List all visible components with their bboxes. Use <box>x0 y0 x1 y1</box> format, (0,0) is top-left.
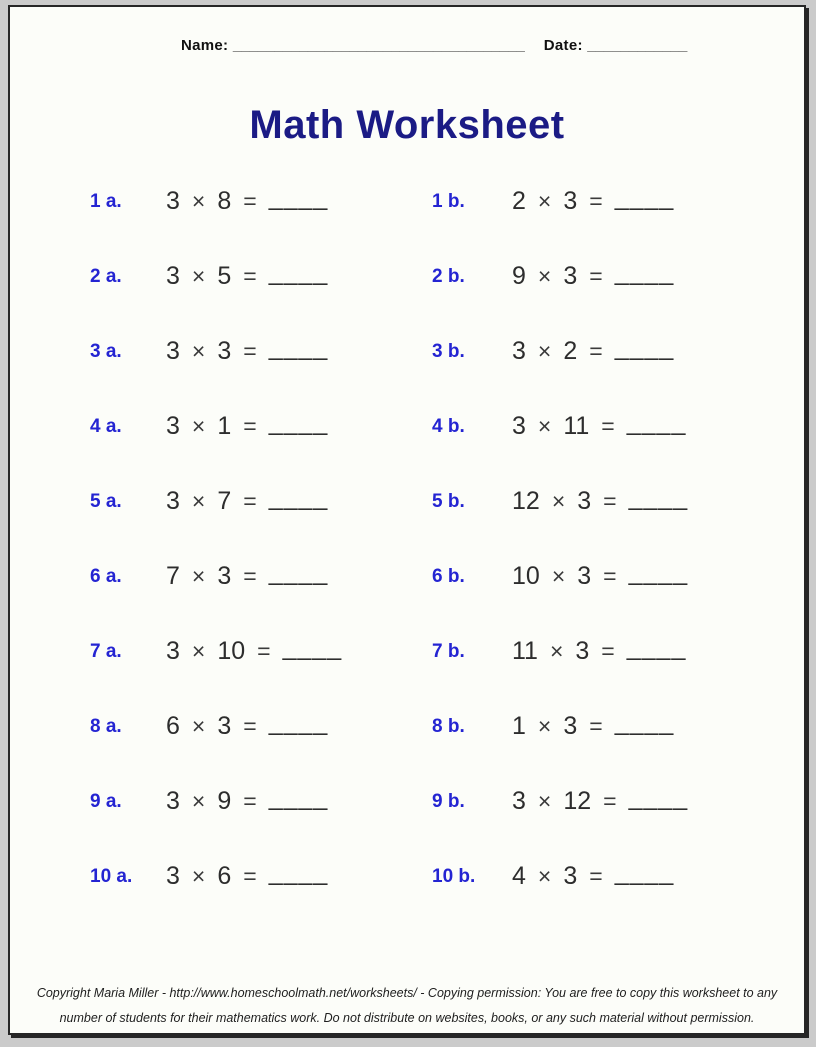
multiply-icon: × <box>191 413 206 439</box>
factor-left: 3 <box>166 262 180 290</box>
multiply-icon: × <box>191 638 206 664</box>
factor-left: 3 <box>166 862 180 890</box>
answer-blank: ____ <box>614 333 675 361</box>
copyright-footer <box>10 981 804 1031</box>
problem-expression-a <box>166 408 432 441</box>
problem-expression-a <box>166 333 432 366</box>
problem-expression-a <box>166 783 432 816</box>
multiply-icon: × <box>549 638 564 664</box>
answer-blank: ____ <box>268 483 329 511</box>
problem-row <box>10 614 804 689</box>
factor-left: 3 <box>166 487 180 515</box>
equals-sign: = <box>601 638 615 664</box>
problem-expression-b <box>512 183 804 216</box>
multiply-icon: × <box>537 263 552 289</box>
problem-row <box>10 689 804 764</box>
equals-sign: = <box>589 713 603 739</box>
factor-right: 11 <box>563 412 590 440</box>
factor-right: 5 <box>217 262 232 290</box>
problem-label-b: 2 b. <box>432 265 465 287</box>
multiply-icon: × <box>191 338 206 364</box>
problem-label-b: 1 b. <box>432 190 465 212</box>
equals-sign: = <box>243 338 257 364</box>
equals-sign: = <box>603 788 617 814</box>
problem-label-a: 2 a. <box>90 265 122 287</box>
problem-expression-b <box>512 708 804 741</box>
problem-expression-b <box>512 633 804 666</box>
equals-sign: = <box>601 413 615 439</box>
factor-left: 3 <box>512 337 526 365</box>
name-label: Name: <box>181 37 229 54</box>
answer-blank: ____ <box>614 183 675 211</box>
factor-right: 3 <box>577 562 592 590</box>
name-fill-in-line: ___________________________________ <box>232 37 525 54</box>
answer-blank: ____ <box>268 258 329 286</box>
problem-expression-a <box>166 483 432 516</box>
multiply-icon: × <box>191 488 206 514</box>
answer-blank: ____ <box>628 783 689 811</box>
answer-blank: ____ <box>268 783 329 811</box>
problem-label-b: 4 b. <box>432 415 465 437</box>
equals-sign: = <box>243 788 257 814</box>
factor-left: 4 <box>512 862 526 890</box>
answer-blank: ____ <box>614 708 675 736</box>
multiply-icon: × <box>537 713 552 739</box>
factor-right: 1 <box>217 412 232 440</box>
factor-right: 3 <box>563 187 578 215</box>
factor-right: 3 <box>563 262 578 290</box>
worksheet-page <box>8 5 806 1035</box>
problem-expression-b <box>512 483 804 516</box>
equals-sign: = <box>243 263 257 289</box>
copyright-line-1: Copyright Maria Miller - http://www.homeschoolmath.net/worksheets/ - Copying permission: You are free to copy this worksheet to any <box>36 986 778 1000</box>
factor-left: 3 <box>166 412 180 440</box>
factor-right: 6 <box>217 862 232 890</box>
equals-sign: = <box>603 488 617 514</box>
problem-label-a: 10 a. <box>90 865 133 887</box>
problem-label-b: 9 b. <box>432 790 465 812</box>
factor-right: 2 <box>563 337 578 365</box>
equals-sign: = <box>589 863 603 889</box>
factor-right: 9 <box>217 787 232 815</box>
factor-right: 3 <box>563 862 578 890</box>
factor-left: 7 <box>166 562 180 590</box>
answer-blank: ____ <box>626 408 687 436</box>
problem-expression-b <box>512 258 804 291</box>
factor-left: 3 <box>166 337 180 365</box>
answer-blank: ____ <box>282 633 343 661</box>
problem-label-a: 9 a. <box>90 790 122 812</box>
problem-expression-a <box>166 858 432 891</box>
problem-label-b: 7 b. <box>432 640 465 662</box>
factor-left: 3 <box>166 637 180 665</box>
answer-blank: ____ <box>268 183 329 211</box>
problem-label-a: 7 a. <box>90 640 122 662</box>
factor-left: 11 <box>512 637 538 665</box>
problems-grid <box>10 164 804 914</box>
answer-blank: ____ <box>628 483 689 511</box>
answer-blank: ____ <box>268 408 329 436</box>
problem-label-a: 8 a. <box>90 715 122 737</box>
answer-blank: ____ <box>268 558 329 586</box>
factor-left: 3 <box>166 787 180 815</box>
multiply-icon: × <box>191 863 206 889</box>
problem-label-a: 4 a. <box>90 415 122 437</box>
factor-right: 10 <box>217 637 246 665</box>
worksheet-header <box>181 37 784 54</box>
problem-label-a: 1 a. <box>90 190 122 212</box>
factor-left: 3 <box>512 412 526 440</box>
factor-right: 8 <box>217 187 232 215</box>
problem-row <box>10 539 804 614</box>
equals-sign: = <box>243 413 257 439</box>
problem-expression-b <box>512 858 804 891</box>
factor-right: 12 <box>563 787 592 815</box>
worksheet-title: Math Worksheet <box>249 103 565 147</box>
multiply-icon: × <box>537 338 552 364</box>
answer-blank: ____ <box>268 858 329 886</box>
date-label: Date: <box>543 37 583 54</box>
equals-sign: = <box>243 713 257 739</box>
problem-expression-a <box>166 708 432 741</box>
multiply-icon: × <box>537 188 552 214</box>
problem-expression-b <box>512 333 804 366</box>
factor-left: 2 <box>512 187 526 215</box>
factor-left: 10 <box>512 562 540 590</box>
equals-sign: = <box>243 188 257 214</box>
factor-left: 3 <box>166 187 180 215</box>
date-fill-in-line: ____________ <box>587 37 688 54</box>
problem-row <box>10 464 804 539</box>
multiply-icon: × <box>191 563 206 589</box>
factor-left: 1 <box>512 712 526 740</box>
answer-blank: ____ <box>628 558 689 586</box>
answer-blank: ____ <box>626 633 687 661</box>
multiply-icon: × <box>551 563 566 589</box>
multiply-icon: × <box>537 863 552 889</box>
problem-expression-b <box>512 783 804 816</box>
factor-left: 12 <box>512 487 540 515</box>
factor-right: 3 <box>217 712 232 740</box>
multiply-icon: × <box>191 188 206 214</box>
problem-expression-a <box>166 258 432 291</box>
factor-left: 6 <box>166 712 180 740</box>
multiply-icon: × <box>191 788 206 814</box>
equals-sign: = <box>589 263 603 289</box>
problem-label-b: 10 b. <box>432 865 476 887</box>
multiply-icon: × <box>537 413 552 439</box>
multiply-icon: × <box>551 488 566 514</box>
equals-sign: = <box>243 488 257 514</box>
problem-label-b: 6 b. <box>432 565 465 587</box>
answer-blank: ____ <box>268 708 329 736</box>
equals-sign: = <box>589 338 603 364</box>
problem-label-b: 5 b. <box>432 490 465 512</box>
problem-expression-b <box>512 408 804 441</box>
problem-expression-a <box>166 183 432 216</box>
factor-right: 3 <box>217 562 232 590</box>
problem-row <box>10 164 804 239</box>
factor-left: 9 <box>512 262 526 290</box>
problem-row <box>10 389 804 464</box>
problem-label-a: 3 a. <box>90 340 122 362</box>
factor-right: 3 <box>563 712 578 740</box>
factor-right: 3 <box>577 487 592 515</box>
problem-label-b: 8 b. <box>432 715 465 737</box>
problem-label-a: 5 a. <box>90 490 122 512</box>
factor-right: 3 <box>575 637 590 665</box>
answer-blank: ____ <box>614 258 675 286</box>
multiply-icon: × <box>191 263 206 289</box>
equals-sign: = <box>589 188 603 214</box>
factor-right: 3 <box>217 337 232 365</box>
factor-left: 3 <box>512 787 526 815</box>
equals-sign: = <box>257 638 271 664</box>
problem-expression-a <box>166 558 432 591</box>
problem-row <box>10 764 804 839</box>
equals-sign: = <box>243 563 257 589</box>
equals-sign: = <box>243 863 257 889</box>
factor-right: 7 <box>217 487 232 515</box>
answer-blank: ____ <box>614 858 675 886</box>
problem-expression-b <box>512 558 804 591</box>
answer-blank: ____ <box>268 333 329 361</box>
problem-label-a: 6 a. <box>90 565 122 587</box>
multiply-icon: × <box>537 788 552 814</box>
copyright-line-2: number of students for their mathematics work. Do not distribute on websites, books, or any such material without permission. <box>59 1011 755 1025</box>
problem-row <box>10 839 804 914</box>
equals-sign: = <box>603 563 617 589</box>
problem-row <box>10 314 804 389</box>
problem-expression-a <box>166 633 432 666</box>
problem-label-b: 3 b. <box>432 340 465 362</box>
multiply-icon: × <box>191 713 206 739</box>
problem-row <box>10 239 804 314</box>
